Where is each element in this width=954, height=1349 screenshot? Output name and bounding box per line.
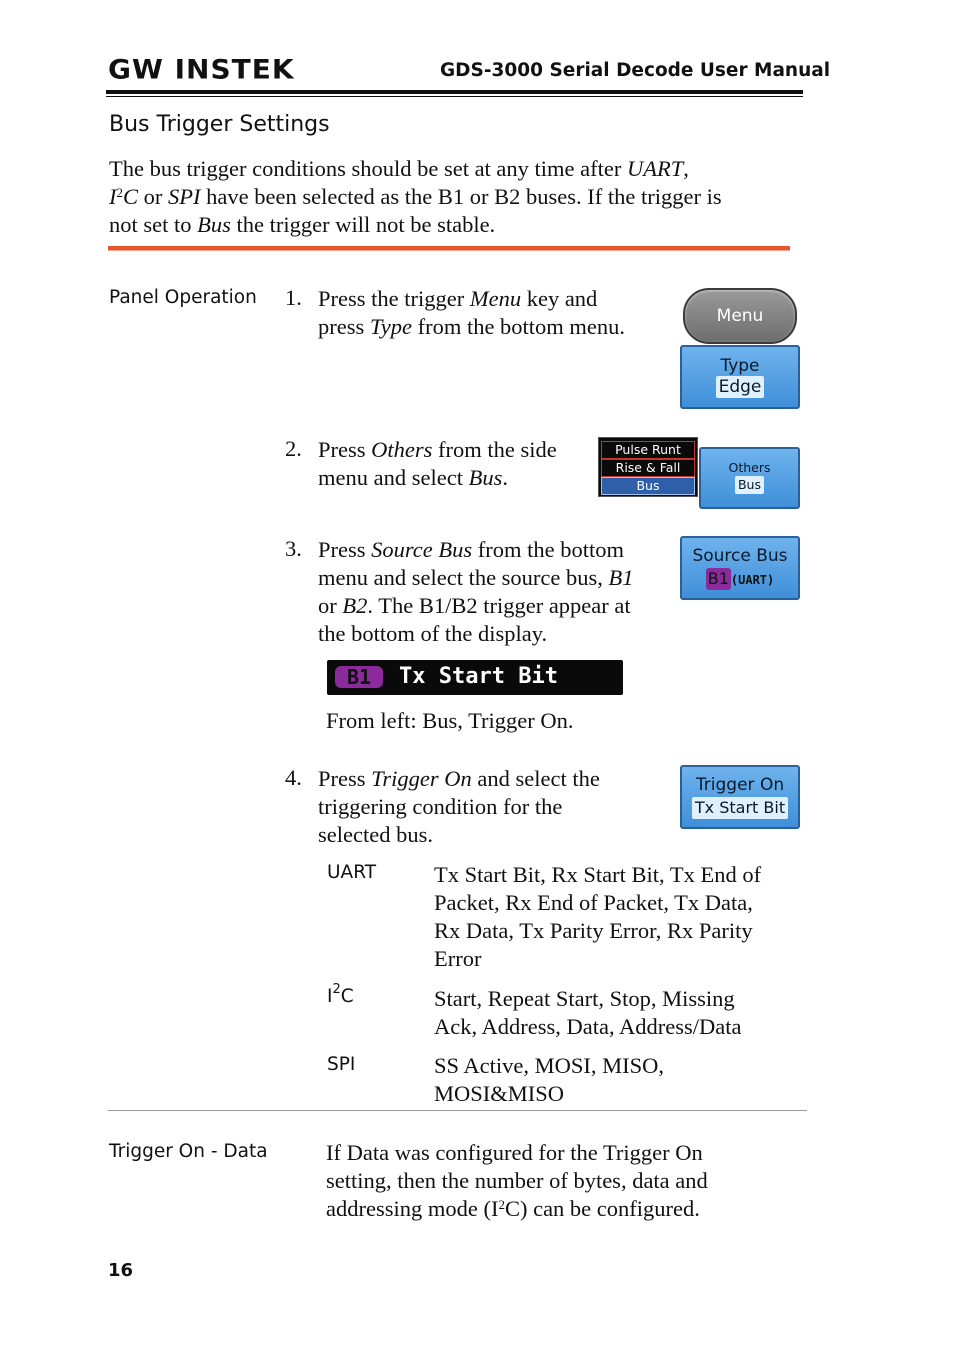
source-bus-protocol: (UART) xyxy=(730,573,775,587)
bus-name-i2c: $I^2C$ xyxy=(327,982,354,1007)
source-bus-softkey-title: Source Bus xyxy=(692,546,788,566)
source-bus-badge: B1 xyxy=(707,569,729,588)
header-rule-thin xyxy=(106,96,803,97)
trigger-on-data-text: If Data was configured for the Trigger On setting, then the number of bytes, data and addressing mode $(I^2C)$ can be configured. xyxy=(326,1140,708,1221)
trigger-on-readout: Tx Start Bit xyxy=(399,664,558,689)
section-title: Bus Trigger Settings xyxy=(109,112,330,137)
table-divider xyxy=(108,1110,807,1111)
step-number: 2. xyxy=(285,436,302,461)
trigger-on-softkey-title: Trigger On xyxy=(695,775,785,795)
bus-badge: B1 xyxy=(335,666,383,688)
side-menu-item-pulse-runt[interactable]: Pulse Runt xyxy=(601,441,695,459)
trigger-on-softkey[interactable] xyxy=(680,765,800,829)
step-1-text: Press the trigger Menu key and press Type from the bottom menu. xyxy=(318,286,626,339)
side-menu-item-bus[interactable]: Bus xyxy=(601,477,695,495)
header-rule xyxy=(106,90,803,94)
trigger-bar-caption: From left: Bus, Trigger On. xyxy=(326,708,574,733)
page-number: 16 xyxy=(108,1260,134,1281)
menu-key[interactable]: Menu xyxy=(683,288,797,344)
type-softkey-value: Edge xyxy=(716,376,765,398)
others-softkey-title: Others xyxy=(728,460,771,475)
intro-paragraph: The bus trigger conditions should be set at any time after UART, $I^2C$ or SPI have been selected as the B1 or B2 buses. If the trigger is not set to Bus the trigger will not be stable. xyxy=(109,156,722,237)
bus-name-uart: UART xyxy=(327,862,377,883)
step-3-text: Press Source Bus from the bottom menu and select the source bus, B1 or B2. The B1/B2 trigger appear at the bottom of the display. xyxy=(318,537,634,646)
step-number: 4. xyxy=(285,765,302,790)
uart-conditions: Tx Start Bit, Rx Start Bit, Tx End of Packet, Rx End of Packet, Tx Data, Rx Data, Tx Parity Error, Rx Parity Error xyxy=(434,862,762,971)
spi-conditions: SS Active, MOSI, MISO, MOSI&MISO xyxy=(434,1053,665,1106)
panel-operation-label: Panel Operation xyxy=(109,287,257,308)
trigger-type-side-menu xyxy=(598,437,698,497)
i2c-conditions: Start, Repeat Start, Stop, Missing Ack, Address, Data, Address/Data xyxy=(434,986,742,1039)
trigger-on-data-label: Trigger On - Data xyxy=(109,1141,268,1162)
section-divider-shadow xyxy=(108,250,790,251)
document-title: GDS-3000 Serial Decode User Manual xyxy=(440,60,831,81)
step-2-text: Press Others from the side menu and select Bus. xyxy=(318,437,557,490)
side-menu-item-rise-fall[interactable]: Rise & Fall xyxy=(601,459,695,477)
others-softkey-value: Bus xyxy=(735,476,764,494)
step-number: 1. xyxy=(285,285,302,310)
type-softkey[interactable] xyxy=(680,345,800,409)
step-number: 3. xyxy=(285,536,302,561)
bus-name-spi: SPI xyxy=(327,1054,356,1075)
trigger-on-softkey-value: Tx Start Bit xyxy=(692,797,788,819)
gw-instek-logo: GW INSTEK xyxy=(108,53,295,86)
source-bus-softkey[interactable] xyxy=(680,536,800,600)
step-4-text: Press Trigger On and select the triggering condition for the selected bus. xyxy=(318,766,600,847)
type-softkey-title: Type xyxy=(720,356,760,376)
others-softkey[interactable] xyxy=(699,447,800,509)
trigger-status-bar xyxy=(327,660,623,695)
